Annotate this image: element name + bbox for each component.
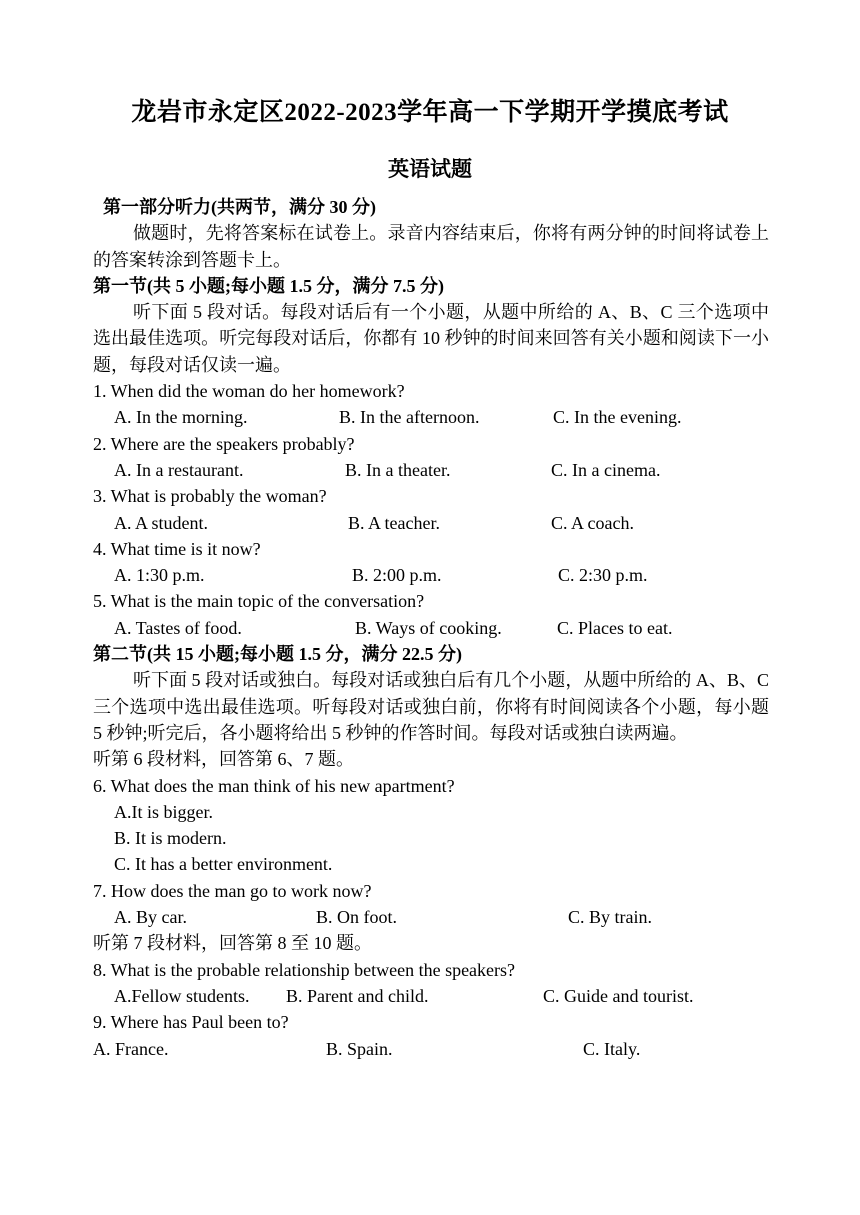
option-a: A. By car. xyxy=(114,907,187,928)
exam-body xyxy=(93,194,769,1062)
material-6-instruction: 听第 6 段材料，回答第 6、7 题。 xyxy=(93,749,354,770)
question-4-options xyxy=(93,562,769,588)
section1-instruction: 听下面 5 段对话。每段对话后有一个小题，从题中所给的 A、B、C 三个选项中选出最佳选项。听完每段对话后，你都有 10 秒钟的时间来回答有关小题和阅读下一小题，每段对话仅读一遍。 xyxy=(93,302,769,375)
option-b: B. Ways of cooking. xyxy=(355,617,502,638)
option-c: C. It has a better environment. xyxy=(114,854,333,875)
option-b: B. It is modern. xyxy=(114,828,227,849)
question-1-options xyxy=(93,404,769,430)
option-a: A. In the morning. xyxy=(114,407,248,428)
question-3: 3. What is probably the woman? xyxy=(93,486,327,507)
question-1: 1. When did the woman do her homework? xyxy=(93,381,405,402)
option-c: C. 2:30 p.m. xyxy=(558,565,648,586)
option-b: B. In a theater. xyxy=(345,459,451,480)
page-subtitle: 英语试题 xyxy=(388,157,472,181)
question-5-options xyxy=(93,615,769,641)
question-2-options xyxy=(93,457,769,483)
question-7-options xyxy=(93,904,769,930)
option-c: C. In the evening. xyxy=(553,407,682,428)
option-b: B. 2:00 p.m. xyxy=(352,565,442,586)
question-3-options xyxy=(93,510,769,536)
option-a: A. Tastes of food. xyxy=(114,617,242,638)
option-b: B. Spain. xyxy=(326,1038,393,1059)
option-c: C. Places to eat. xyxy=(557,617,673,638)
question-9-options xyxy=(93,1036,769,1062)
question-9: 9. Where has Paul been to? xyxy=(93,1012,289,1033)
section1-heading: 第一节(共 5 小题;每小题 1.5 分，满分 7.5 分) xyxy=(93,275,444,296)
question-8-options xyxy=(93,983,769,1009)
option-c: C. By train. xyxy=(568,907,652,928)
option-a: A. In a restaurant. xyxy=(114,459,244,480)
question-8: 8. What is the probable relationship between the speakers? xyxy=(93,959,516,980)
option-c: C. Italy. xyxy=(583,1038,641,1059)
question-5: 5. What is the main topic of the conversation? xyxy=(93,591,425,612)
section2-instruction: 听下面 5 段对话或独白。每段对话或独白后有几个小题，从题中所给的 A、B、C 三个选项中选出最佳选项。听每段对话或独白前，你将有时间阅读各个小题，每小题 5 秒钟;听完后，各小题将给出 5 秒钟的作答时间。每段对话或独白读两遍。 xyxy=(93,670,769,743)
option-a: A. A student. xyxy=(114,512,209,533)
option-b: B. A teacher. xyxy=(348,512,440,533)
part1-instruction: 做题时，先将答案标在试卷上。录音内容结束后，你将有两分钟的时间将试卷上的答案转涂到答题卡上。 xyxy=(93,223,769,270)
page-title: 龙岩市永定区2022-2023学年高一下学期开学摸底考试 xyxy=(131,99,729,126)
question-7: 7. How does the man go to work now? xyxy=(93,880,372,901)
material-7-instruction: 听第 7 段材料，回答第 8 至 10 题。 xyxy=(93,933,372,954)
question-6: 6. What does the man think of his new apartment? xyxy=(93,775,455,796)
option-c: C. A coach. xyxy=(551,512,634,533)
part1-heading: 第一部分听力(共两节，满分 30 分) xyxy=(103,197,376,217)
option-b: B. On foot. xyxy=(316,907,397,928)
option-c: C. Guide and tourist. xyxy=(543,985,694,1006)
section2-heading: 第二节(共 15 小题;每小题 1.5 分，满分 22.5 分) xyxy=(93,644,462,665)
question-2: 2. Where are the speakers probably? xyxy=(93,433,355,454)
question-4: 4. What time is it now? xyxy=(93,538,261,559)
option-c: C. In a cinema. xyxy=(551,459,661,480)
option-b: B. In the afternoon. xyxy=(339,407,480,428)
option-a: A.It is bigger. xyxy=(114,801,213,822)
option-b: B. Parent and child. xyxy=(286,985,429,1006)
option-a: A. France. xyxy=(93,1038,169,1059)
option-a: A. 1:30 p.m. xyxy=(114,565,205,586)
option-a: A.Fellow students. xyxy=(114,985,250,1006)
